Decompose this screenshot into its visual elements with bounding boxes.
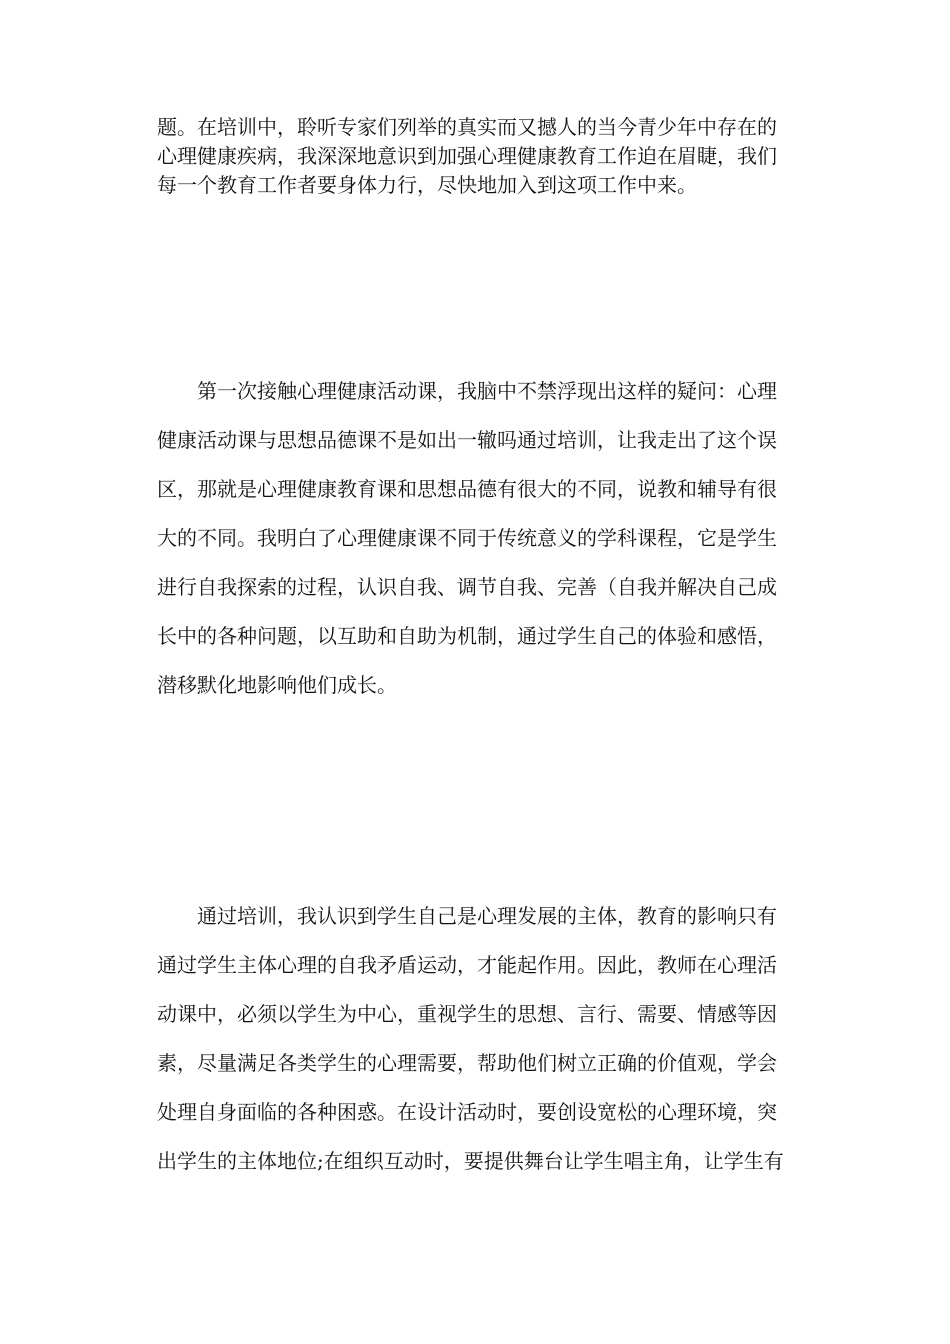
paragraph-line: 动课中，必须以学生为中心，重视学生的思想、言行、需要、情感等因 <box>157 1002 777 1026</box>
paragraph-line: 进行自我探索的过程，认识自我、调节自我、完善（自我并解决自己成 <box>157 575 777 599</box>
paragraph-line: 长中的各种问题，以互助和自助为机制，通过学生自己的体验和感悟， <box>157 624 777 648</box>
paragraph-line: 题。在培训中，聆听专家们列举的真实而又撼人的当今青少年中存在的 <box>157 115 777 139</box>
paragraph-line: 通过培训，我认识到学生自己是心理发展的主体，教育的影响只有 <box>197 904 777 928</box>
paragraph-1 <box>157 113 797 200</box>
paragraph-line: 健康活动课与思想品德课不是如出一辙吗通过培训，让我走出了这个误 <box>157 428 777 452</box>
paragraph-line: 出学生的主体地位;在组织互动时，要提供舞台让学生唱主角，让学生有 <box>157 1149 784 1173</box>
paragraph-line: 第一次接触心理健康活动课，我脑中不禁浮现出这样的疑问：心理 <box>197 379 777 403</box>
paragraph-3 <box>157 898 797 1192</box>
paragraph-line: 每一个教育工作者要身体力行，尽快地加入到这项工作中来。 <box>157 173 697 197</box>
paragraph-2 <box>157 373 797 716</box>
paragraph-line: 处理自身面临的各种困惑。在设计活动时，要创设宽松的心理环境，突 <box>157 1100 777 1124</box>
paragraph-line: 通过学生主体心理的自我矛盾运动，才能起作用。因此，教师在心理活 <box>157 953 777 977</box>
paragraph-line: 心理健康疾病，我深深地意识到加强心理健康教育工作迫在眉睫，我们 <box>157 144 777 168</box>
paragraph-line: 大的不同。我明白了心理健康课不同于传统意义的学科课程，它是学生 <box>157 526 777 550</box>
paragraph-line: 素，尽量满足各类学生的心理需要，帮助他们树立正确的价值观，学会 <box>157 1051 777 1075</box>
paragraph-line: 潜移默化地影响他们成长。 <box>157 673 397 697</box>
paragraph-line: 区，那就是心理健康教育课和思想品德有很大的不同，说教和辅导有很 <box>157 477 777 501</box>
